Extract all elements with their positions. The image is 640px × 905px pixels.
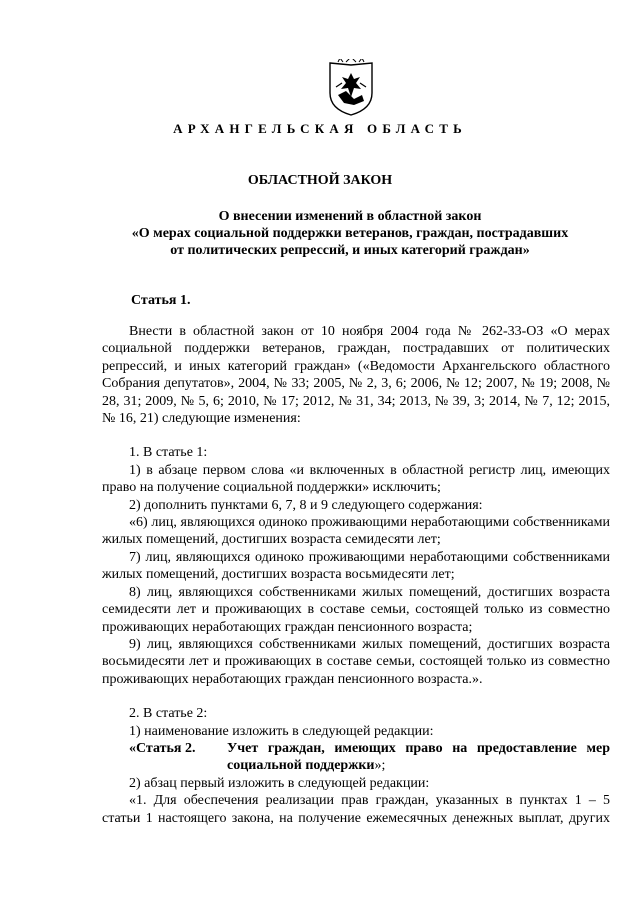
- subject-line: «О мерах социальной поддержки ветеранов, граждан, пострадавших: [131, 226, 569, 241]
- subject-line: от политических репрессий, и иных категорий граждан»: [170, 243, 530, 258]
- article-2-title: Учет граждан, имеющих право на предоставление мер социальной поддержки: [227, 740, 610, 774]
- paragraph: 1. В статье 1:: [129, 445, 208, 461]
- region-name: АРХАНГЕЛЬСКАЯ ОБЛАСТЬ: [173, 121, 467, 136]
- paragraph: 1) наименование изложить в следующей редакции:: [129, 723, 434, 739]
- subject-line: О внесении изменений в областной закон: [218, 209, 482, 224]
- paragraph: 2) дополнить пунктами 6, 7, 8 и 9 следующего содержания:: [129, 497, 483, 513]
- paragraph: 2) абзац первый изложить в следующей редакции:: [129, 775, 430, 791]
- paragraph: «1. Для обеспечения реализации прав граждан, указанных в пунктах 1 – 5 статьи 1 настоящего закона, на получение ежемесячных денежных выплат, других: [102, 793, 610, 826]
- article-2-heading: [102, 740, 610, 775]
- article-2-label: «Статья 2.: [129, 740, 196, 756]
- paragraph: «6) лиц, являющихся одиноко проживающими неработающими собственниками жилых помещений, достигших возраста семидесяти лет;: [102, 515, 610, 548]
- paragraph: 7) лиц, являющихся одиноко проживающими неработающими собственниками жилых помещений, достигших возраста восьмидесяти лет;: [102, 549, 610, 583]
- paragraph: 2. В статье 2:: [129, 706, 208, 722]
- article-2-text: [227, 740, 610, 775]
- law-subject: [80, 208, 620, 259]
- law-title: ОБЛАСТНОЙ ЗАКОН: [247, 173, 393, 188]
- paragraph: 8) лиц, являющихся собственниками жилых помещений, достигших возраста семидесяти лет и проживающих в составе семьи, состоящей только из совместно проживающих неработающих граждан пенсионного возраста;: [102, 584, 610, 635]
- paragraph: Внести в областной закон от 10 ноября 2004 года № 262-33-ОЗ «О мерах социальной поддержки ветеранов, граждан, пострадавших от политических репрессий, и иных категорий граждан» («Ведомости Архангельского областного Собрания депутатов», 2004, № 33; 2005, № 2, 3, 6; 2006, № 12; 2007, № 19; 2008, № 28, 31; 2009, № 5, 6; 2010, № 17; 2012, № 31, 34; 2013, № 39, 3; 2014, № 7, 12; 2015, № 16, 21) следующие изменения:: [102, 324, 610, 427]
- law-body: [102, 323, 610, 827]
- coat-of-arms-icon: [324, 59, 378, 117]
- article-2-tail: »;: [374, 758, 386, 774]
- paragraph: 9) лиц, являющихся собственниками жилых помещений, достигших возраста восьмидесяти лет и проживающих в составе семьи, состоящей только из совместно проживающих неработающих граждан пенсионного возраста.».: [102, 636, 610, 687]
- paragraph: 1) в абзаце первом слова «и включенных в областной регистр лиц, имеющих право на получение социальной поддержки» исключить;: [102, 462, 610, 496]
- article-heading: Статья 1.: [131, 293, 191, 308]
